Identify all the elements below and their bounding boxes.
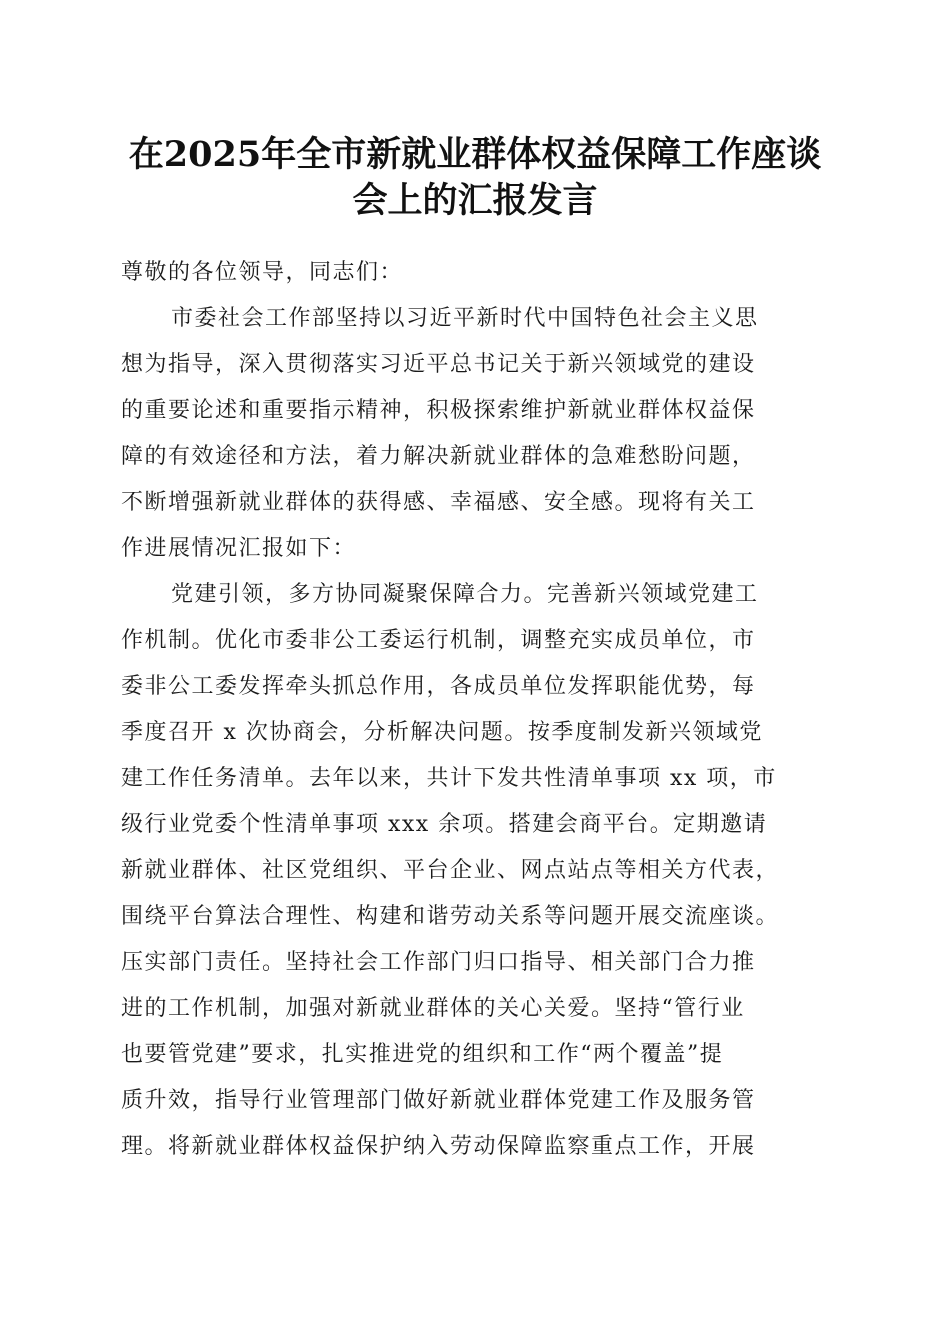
paragraph-line: 障的有效途径和方法，着力解决新就业群体的急难愁盼问题， [121, 444, 756, 469]
paragraph-line: 也要管党建”要求，扎实推进党的组织和工作“两个覆盖”提 [121, 1042, 724, 1067]
paragraph-line: 压实部门责任。坚持社会工作部门归口指导、相关部门合力推 [121, 950, 756, 975]
paragraph-line: 委非公工委发挥牵头抓总作用，各成员单位发挥职能优势，每 [121, 674, 756, 699]
paragraph-line: 进的工作机制，加强对新就业群体的关心关爱。坚持“管行业 [121, 996, 745, 1021]
document-body [121, 250, 833, 1170]
document-title [100, 132, 850, 224]
title-line-1: 在2025年全市新就业群体权益保障工作座谈 [128, 134, 822, 175]
paragraph-line: 级行业党委个性清单事项 xxx 余项。搭建会商平台。定期邀请 [121, 812, 768, 837]
paragraph-line: 作机制。优化市委非公工委运行机制，调整充实成员单位，市 [121, 628, 756, 653]
paragraph-line: 建工作任务清单。去年以来，共计下发共性清单事项 xx 项，市 [121, 766, 777, 791]
paragraph-line: 不断增强新就业群体的获得感、幸福感、安全感。现将有关工 [121, 490, 756, 515]
salutation: 尊敬的各位领导，同志们： [121, 260, 404, 285]
paragraph-line: 的重要论述和重要指示精神，积极探索维护新就业群体权益保 [121, 398, 756, 423]
paragraph-line: 新就业群体、社区党组织、平台企业、网点站点等相关方代表， [121, 858, 780, 883]
paragraph-line: 围绕平台算法合理性、构建和谐劳动关系等问题开展交流座谈。 [121, 904, 780, 929]
paragraph-line: 质升效，指导行业管理部门做好新就业群体党建工作及服务管 [121, 1088, 756, 1113]
title-line-2: 会上的汇报发言 [352, 180, 598, 221]
paragraph-line: 党建引领，多方协同凝聚保障合力。完善新兴领域党建工 [171, 582, 759, 607]
paragraph-line: 理。将新就业群体权益保护纳入劳动保障监察重点工作，开展 [121, 1134, 756, 1159]
paragraph-line: 作进展情况汇报如下： [121, 536, 357, 561]
paragraph-line: 季度召开 x 次协商会，分析解决问题。按季度制发新兴领域党 [121, 720, 763, 745]
paragraph-line: 市委社会工作部坚持以习近平新时代中国特色社会主义思 [171, 306, 759, 331]
paragraph-line: 想为指导，深入贯彻落实习近平总书记关于新兴领域党的建设 [121, 352, 756, 377]
